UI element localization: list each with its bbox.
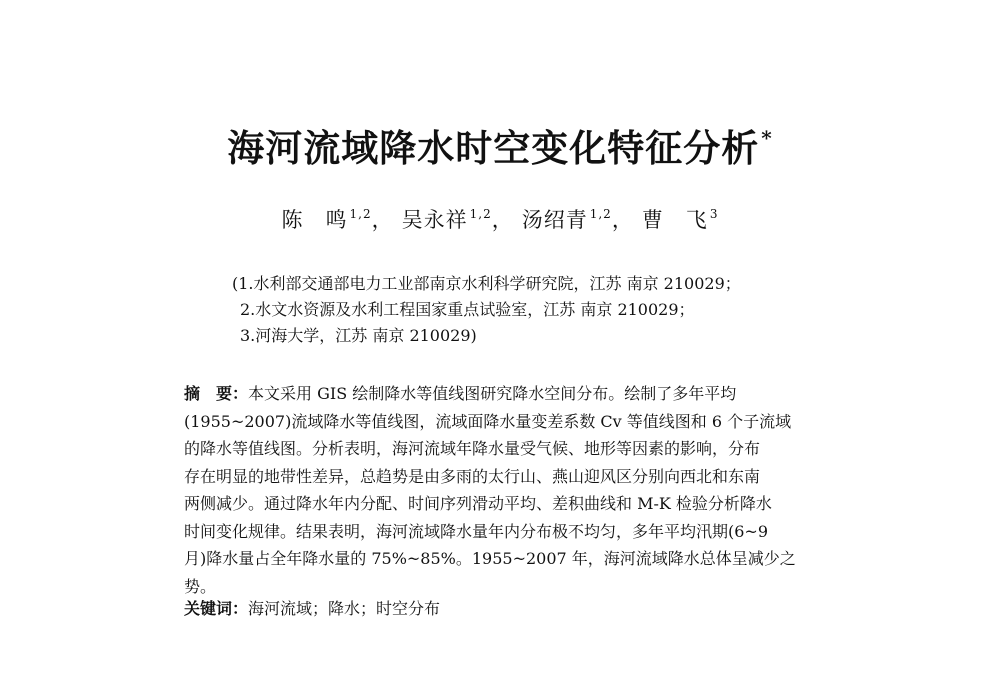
- author-4: 曹 飞 $^3$: [641, 207, 719, 232]
- abstract-line: 的降水等值线图。分析表明，海河流域年降水量受气候、地形等因素的影响，分布: [184, 439, 761, 458]
- abstract: [184, 380, 824, 600]
- author-list: 陈 鸣 $^{1,2}$， 吴永祥 $^{1,2}$， 汤绍青 $^{1,2}$， 曹 飞 $^3$: [0, 204, 1000, 234]
- abstract-label: 摘 要：: [184, 384, 249, 403]
- author-1: 陈 鸣 $^{1,2}$: [281, 207, 372, 232]
- abstract-line: 存在明显的地带性差异，总趋势是由多雨的太行山、燕山迎风区分别向西北和东南: [184, 466, 761, 486]
- keywords-text: 海河流域；降水；时空分布: [248, 599, 441, 618]
- abstract-line: 摘 要：本文采用 GIS 绘制降水等值线图研究降水空间分布。绘制了多年平均: [184, 384, 737, 403]
- paper-title: [0, 118, 1000, 172]
- affiliations: [232, 271, 741, 349]
- abstract-line: 时间变化规律。结果表明，海河流域降水量年内分布极不均匀，多年平均汛期(6~9: [184, 521, 769, 541]
- abstract-line: 月)降水量占全年降水量的 75%~85%。1955~2007 年，海河流域降水总体呈减少之: [184, 549, 796, 568]
- abstract-line: (1955~2007)流域降水等值线图，流域面降水量变差系数 Cv 等值线图和 6 个子流域: [184, 411, 792, 431]
- affiliation-2: 2.水文水资源及水利工程国家重点试验室，江苏 南京 210029；: [240, 300, 695, 319]
- title-text: 海河流域降水时空变化特征分析: [227, 126, 760, 170]
- author-2: 吴永祥 $^{1,2}$: [401, 207, 492, 232]
- author-3: 汤绍青 $^{1,2}$: [521, 207, 612, 232]
- keywords-label: 关键词：: [184, 599, 249, 618]
- affiliation-1: (1.水利部交通部电力工业部南京水利科学研究院，江苏 南京 210029；: [232, 274, 741, 293]
- keywords: [184, 596, 440, 619]
- affiliation-3: 3.河海大学，江苏 南京 210029): [240, 326, 477, 345]
- abstract-line: 两侧减少。通过降水年内分配、时间序列滑动平均、差积曲线和 M-K 检验分析降水: [184, 494, 772, 513]
- abstract-line: 势。: [184, 576, 217, 596]
- title-footnote-mark: *: [761, 126, 773, 150]
